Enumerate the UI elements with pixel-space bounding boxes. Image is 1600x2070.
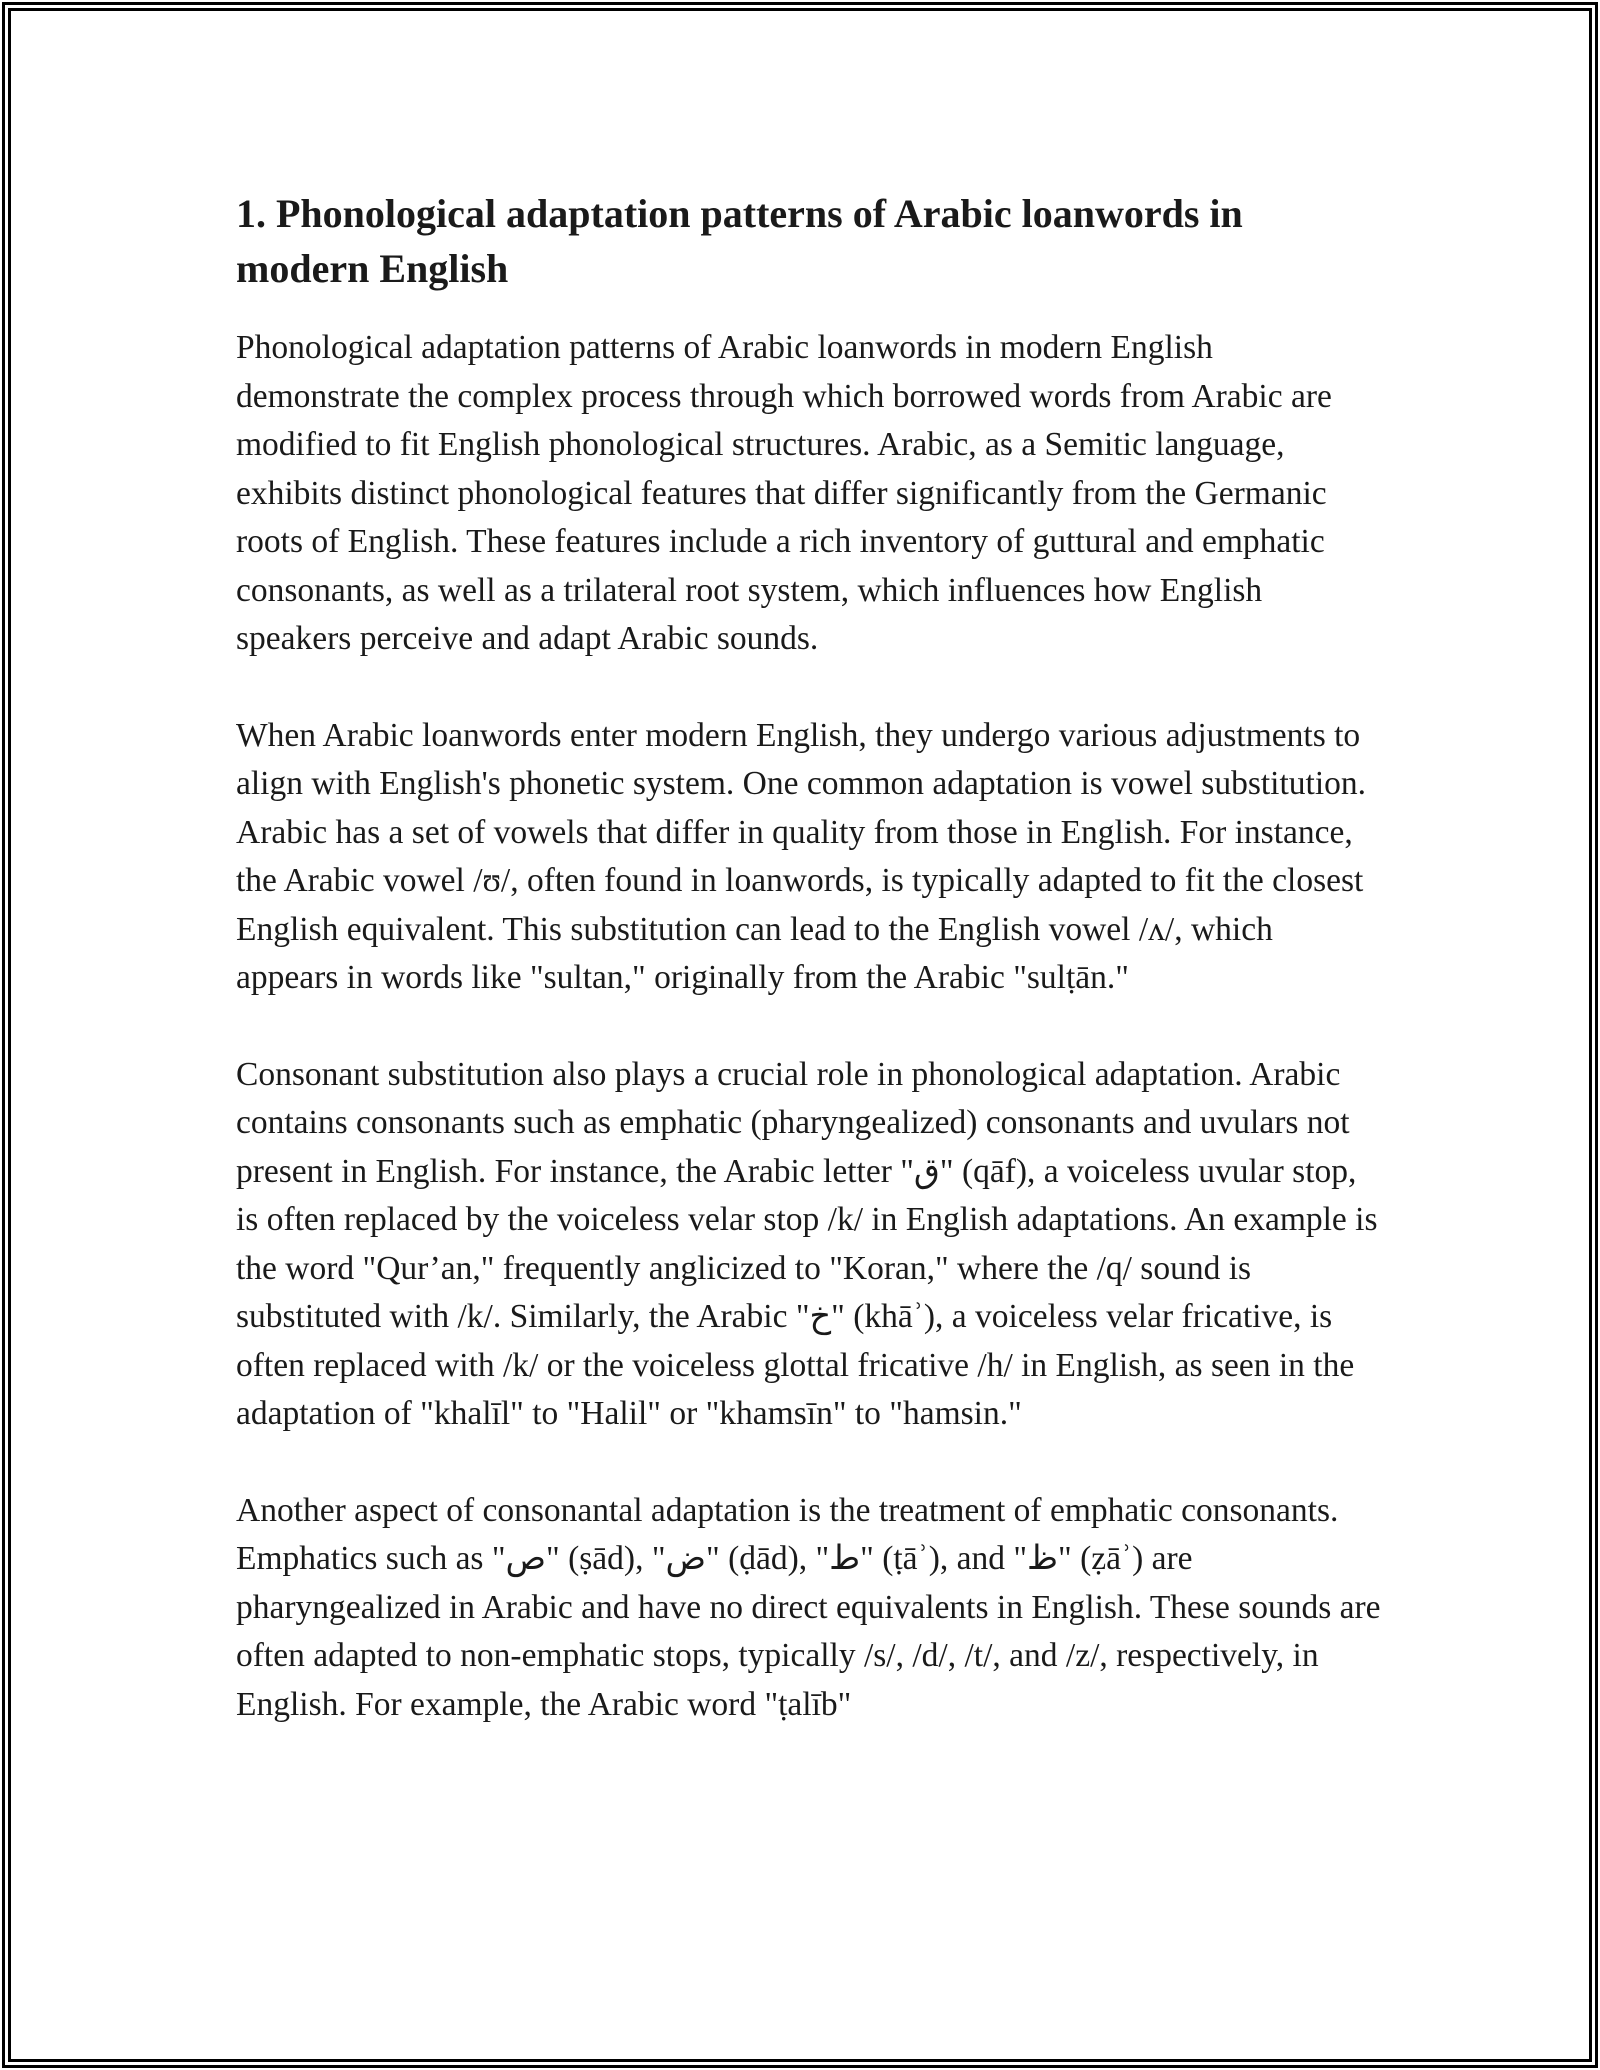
paragraph-consonant-substitution: Consonant substitution also plays a crucial role in phonological adaptation. Arabic contains consonants such as emphatic (pharyngealized) consonants and uvulars not present in English. For instance, the Arabic letter "ق" (qāf), a voiceless uvular stop, is often replaced by the voiceless velar stop /k/ in English adaptations. An example is the word "Qur’an," frequently anglicized to "Koran," where the /q/ sound is substituted with /k/. Similarly, the Arabic "خ" (khāʾ), a voiceless velar fricative, is often replaced with /k/ or the voiceless glottal fricative /h/ in English, as seen in the adaptation of "khalīl" to "Halil" or "khamsīn" to "hamsin."	[236, 1055, 1378, 1432]
section-heading: 1. Phonological adaptation patterns of Arabic loanwords in modern English	[236, 191, 1243, 291]
document-body	[236, 186, 1381, 1777]
paragraph-intro: Phonological adaptation patterns of Arabic loanwords in modern English demonstrate the complex process through which borrowed words from Arabic are modified to fit English phonological structures. Arabic, as a Semitic language, exhibits distinct phonological features that differ significantly from the Germanic roots of English. These features include a rich inventory of guttural and emphatic consonants, as well as a trilateral root system, which influences how English speakers perceive and adapt Arabic sounds.	[236, 329, 1332, 657]
paragraph-emphatic-consonants: Another aspect of consonantal adaptation is the treatment of emphatic consonants. Emphatics such as "ص" (ṣād), "ض" (ḍād), "ط" (ṭāʾ), and "ظ" (ẓāʾ) are pharyngealized in Arabic and have no direct equivalents in English. These sounds are often adapted to non-emphatic stops, typically /s/, /d/, /t/, and /z/, respectively, in English. For example, the Arabic word "ṭalīb"	[236, 1491, 1381, 1723]
paragraph-vowel-substitution: When Arabic loanwords enter modern English, they undergo various adjustments to align with English's phonetic system. One common adaptation is vowel substitution. Arabic has a set of vowels that differ in quality from those in English. For instance, the Arabic vowel /ʊ/, often found in loanwords, is typically adapted to fit the closest English equivalent. This substitution can lead to the English vowel /ʌ/, which appears in words like "sultan," originally from the Arabic "sulṭān."	[236, 716, 1367, 996]
